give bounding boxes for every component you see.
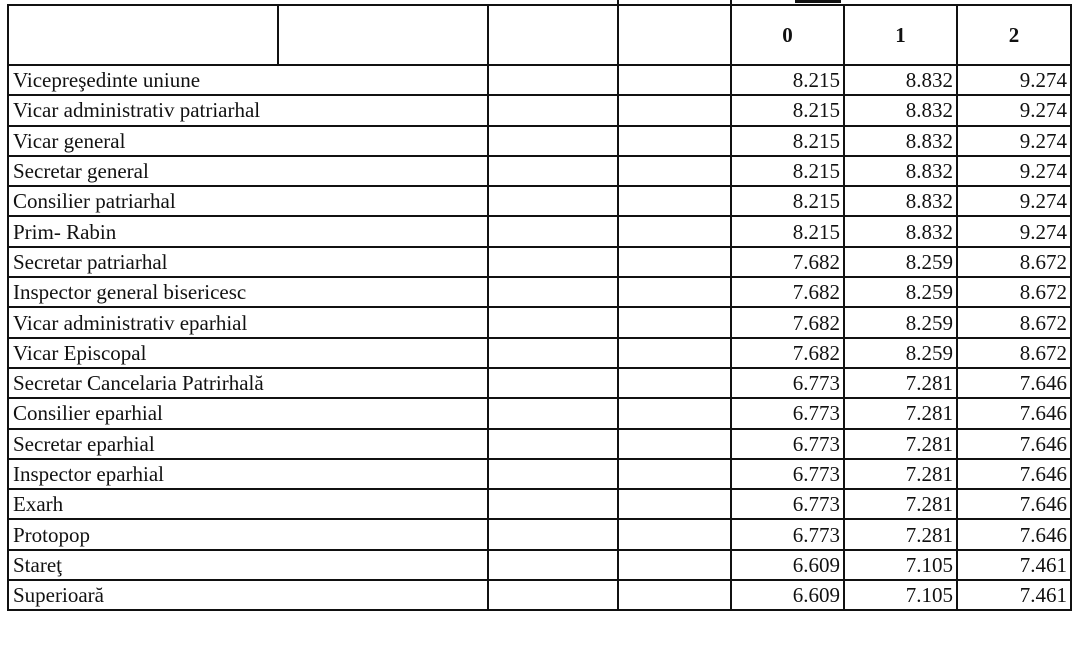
value-cell-col2: 9.274 bbox=[957, 186, 1071, 216]
value-cell-col1: 8.832 bbox=[844, 95, 957, 125]
empty-cell bbox=[488, 519, 618, 549]
empty-cell bbox=[488, 65, 618, 95]
empty-cell bbox=[488, 247, 618, 277]
table-row bbox=[8, 186, 1071, 216]
value-cell-col0: 6.609 bbox=[731, 550, 844, 580]
empty-cell bbox=[618, 186, 731, 216]
empty-cell bbox=[488, 368, 618, 398]
value-cell-col1: 7.105 bbox=[844, 580, 957, 610]
value-cell-col2: 7.646 bbox=[957, 429, 1071, 459]
value-cell-col0: 7.682 bbox=[731, 338, 844, 368]
value-cell-col2: 7.461 bbox=[957, 550, 1071, 580]
position-name-cell: Stareţ bbox=[8, 550, 488, 580]
empty-cell bbox=[488, 95, 618, 125]
header-cell-col0: 0 bbox=[731, 5, 844, 65]
value-cell-col1: 8.259 bbox=[844, 307, 957, 337]
position-name-cell: Vicar Episcopal bbox=[8, 338, 488, 368]
salary-table-body bbox=[8, 5, 1071, 610]
position-name-cell: Vicepreşedinte uniune bbox=[8, 65, 488, 95]
table-row bbox=[8, 550, 1071, 580]
empty-cell bbox=[488, 459, 618, 489]
value-cell-col0: 8.215 bbox=[731, 95, 844, 125]
table-row bbox=[8, 216, 1071, 246]
empty-cell bbox=[618, 429, 731, 459]
value-cell-col2: 8.672 bbox=[957, 277, 1071, 307]
value-cell-col1: 8.832 bbox=[844, 126, 957, 156]
header-cell-col1: 1 bbox=[844, 5, 957, 65]
table-row bbox=[8, 519, 1071, 549]
empty-cell bbox=[618, 307, 731, 337]
empty-cell bbox=[618, 277, 731, 307]
table-row bbox=[8, 429, 1071, 459]
value-cell-col0: 7.682 bbox=[731, 277, 844, 307]
value-cell-col2: 9.274 bbox=[957, 156, 1071, 186]
header-cell-blank bbox=[618, 5, 731, 65]
value-cell-col0: 8.215 bbox=[731, 126, 844, 156]
table-row bbox=[8, 247, 1071, 277]
value-cell-col1: 7.281 bbox=[844, 398, 957, 428]
value-cell-col2: 7.646 bbox=[957, 459, 1071, 489]
empty-cell bbox=[488, 216, 618, 246]
table-row bbox=[8, 489, 1071, 519]
value-cell-col0: 6.773 bbox=[731, 398, 844, 428]
table-row bbox=[8, 307, 1071, 337]
value-cell-col0: 6.773 bbox=[731, 429, 844, 459]
position-name-cell: Superioară bbox=[8, 580, 488, 610]
value-cell-col2: 9.274 bbox=[957, 126, 1071, 156]
value-cell-col1: 8.832 bbox=[844, 186, 957, 216]
empty-cell bbox=[618, 519, 731, 549]
salary-table bbox=[7, 4, 1072, 611]
table-row bbox=[8, 368, 1071, 398]
position-name-cell: Consilier patriarhal bbox=[8, 186, 488, 216]
value-cell-col2: 9.274 bbox=[957, 216, 1071, 246]
position-name-cell: Inspector eparhial bbox=[8, 459, 488, 489]
header-cell-blank bbox=[488, 5, 618, 65]
value-cell-col0: 8.215 bbox=[731, 65, 844, 95]
table-row bbox=[8, 277, 1071, 307]
header-cell-blank bbox=[8, 5, 278, 65]
empty-cell bbox=[618, 580, 731, 610]
value-cell-col1: 7.281 bbox=[844, 459, 957, 489]
empty-cell bbox=[618, 216, 731, 246]
table-row bbox=[8, 580, 1071, 610]
value-cell-col0: 8.215 bbox=[731, 216, 844, 246]
value-cell-col1: 8.259 bbox=[844, 277, 957, 307]
value-cell-col0: 6.773 bbox=[731, 519, 844, 549]
value-cell-col1: 8.259 bbox=[844, 247, 957, 277]
value-cell-col2: 8.672 bbox=[957, 307, 1071, 337]
empty-cell bbox=[488, 156, 618, 186]
value-cell-col1: 7.281 bbox=[844, 429, 957, 459]
empty-cell bbox=[488, 489, 618, 519]
value-cell-col0: 6.773 bbox=[731, 368, 844, 398]
empty-cell bbox=[488, 429, 618, 459]
value-cell-col0: 6.773 bbox=[731, 489, 844, 519]
position-name-cell: Vicar administrativ eparhial bbox=[8, 307, 488, 337]
value-cell-col0: 8.215 bbox=[731, 186, 844, 216]
value-cell-col0: 7.682 bbox=[731, 307, 844, 337]
value-cell-col2: 8.672 bbox=[957, 247, 1071, 277]
table-row bbox=[8, 338, 1071, 368]
empty-cell bbox=[488, 580, 618, 610]
table-row bbox=[8, 65, 1071, 95]
empty-cell bbox=[488, 277, 618, 307]
value-cell-col2: 7.646 bbox=[957, 368, 1071, 398]
value-cell-col1: 7.281 bbox=[844, 519, 957, 549]
empty-cell bbox=[618, 459, 731, 489]
value-cell-col1: 8.259 bbox=[844, 338, 957, 368]
value-cell-col0: 6.773 bbox=[731, 459, 844, 489]
value-cell-col1: 7.105 bbox=[844, 550, 957, 580]
table-row bbox=[8, 398, 1071, 428]
position-name-cell: Consilier eparhial bbox=[8, 398, 488, 428]
empty-cell bbox=[618, 65, 731, 95]
table-row bbox=[8, 126, 1071, 156]
empty-cell bbox=[618, 126, 731, 156]
value-cell-col1: 8.832 bbox=[844, 65, 957, 95]
header-cell-blank bbox=[278, 5, 488, 65]
position-name-cell: Inspector general bisericesc bbox=[8, 277, 488, 307]
empty-cell bbox=[618, 338, 731, 368]
table-header-row bbox=[8, 5, 1071, 65]
empty-cell bbox=[618, 95, 731, 125]
cut-off-text-fragment bbox=[795, 0, 841, 3]
empty-cell bbox=[618, 156, 731, 186]
table-row bbox=[8, 459, 1071, 489]
value-cell-col0: 7.682 bbox=[731, 247, 844, 277]
position-name-cell: Vicar general bbox=[8, 126, 488, 156]
empty-cell bbox=[488, 186, 618, 216]
value-cell-col2: 8.672 bbox=[957, 338, 1071, 368]
header-cell-col2: 2 bbox=[957, 5, 1071, 65]
value-cell-col0: 6.609 bbox=[731, 580, 844, 610]
table-row bbox=[8, 95, 1071, 125]
position-name-cell: Secretar general bbox=[8, 156, 488, 186]
value-cell-col1: 8.832 bbox=[844, 216, 957, 246]
position-name-cell: Secretar patriarhal bbox=[8, 247, 488, 277]
position-name-cell: Protopop bbox=[8, 519, 488, 549]
value-cell-col2: 7.461 bbox=[957, 580, 1071, 610]
value-cell-col1: 7.281 bbox=[844, 489, 957, 519]
table-row bbox=[8, 156, 1071, 186]
empty-cell bbox=[488, 550, 618, 580]
value-cell-col2: 7.646 bbox=[957, 398, 1071, 428]
position-name-cell: Secretar eparhial bbox=[8, 429, 488, 459]
value-cell-col2: 9.274 bbox=[957, 95, 1071, 125]
empty-cell bbox=[488, 338, 618, 368]
empty-cell bbox=[618, 368, 731, 398]
value-cell-col1: 7.281 bbox=[844, 368, 957, 398]
value-cell-col0: 8.215 bbox=[731, 156, 844, 186]
value-cell-col2: 7.646 bbox=[957, 519, 1071, 549]
value-cell-col2: 7.646 bbox=[957, 489, 1071, 519]
empty-cell bbox=[488, 398, 618, 428]
empty-cell bbox=[488, 307, 618, 337]
position-name-cell: Vicar administrativ patriarhal bbox=[8, 95, 488, 125]
position-name-cell: Exarh bbox=[8, 489, 488, 519]
empty-cell bbox=[618, 489, 731, 519]
value-cell-col1: 8.832 bbox=[844, 156, 957, 186]
empty-cell bbox=[618, 398, 731, 428]
value-cell-col2: 9.274 bbox=[957, 65, 1071, 95]
position-name-cell: Prim- Rabin bbox=[8, 216, 488, 246]
position-name-cell: Secretar Cancelaria Patrirhală bbox=[8, 368, 488, 398]
empty-cell bbox=[618, 247, 731, 277]
empty-cell bbox=[488, 126, 618, 156]
empty-cell bbox=[618, 550, 731, 580]
